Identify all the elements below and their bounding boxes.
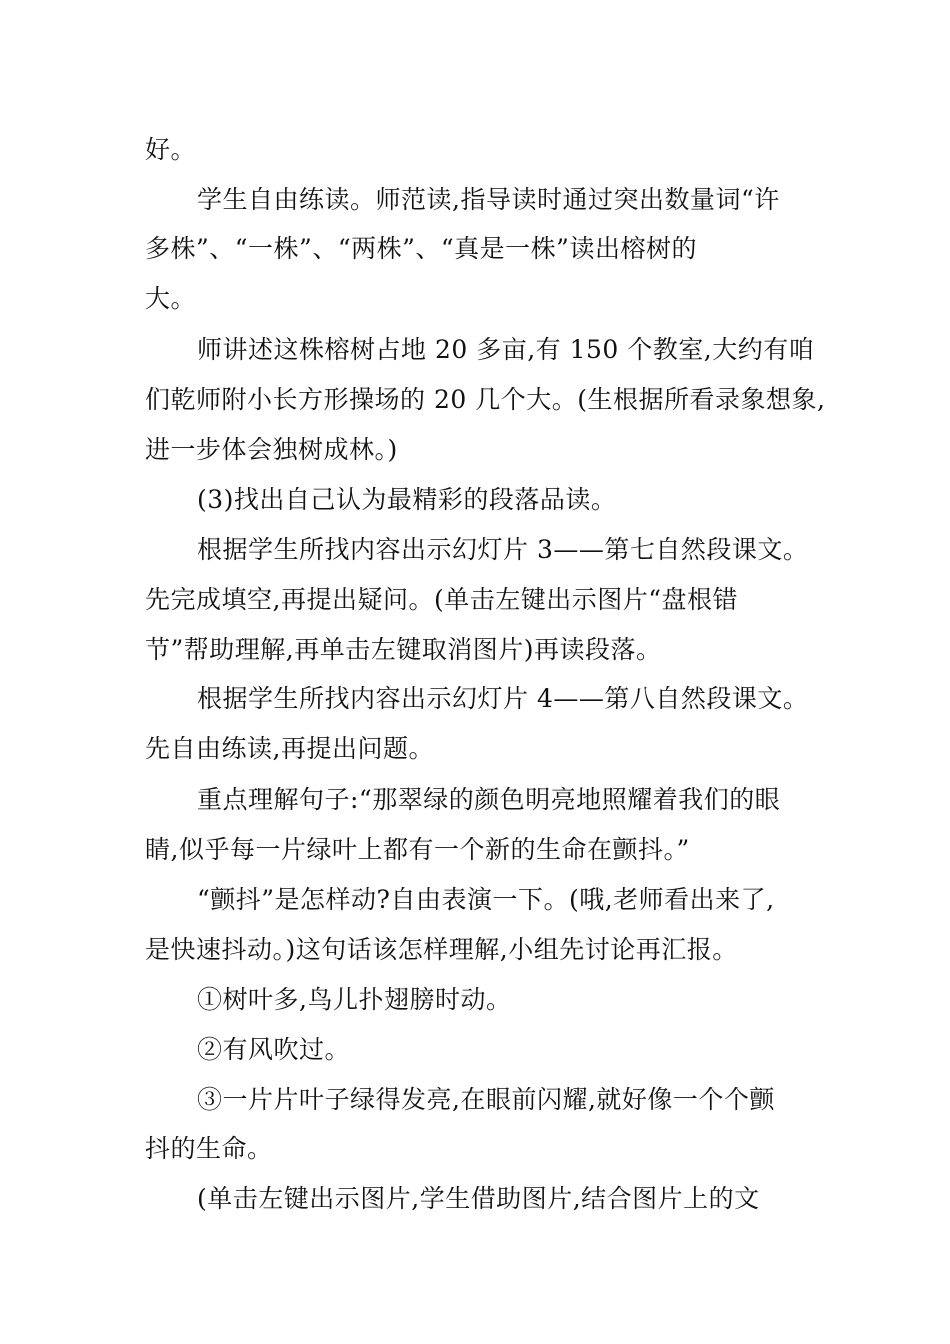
text-line: 先自由练读,再提出问题。 [145,734,434,763]
text-line: 进一步体会独树成林。) [145,435,398,464]
text-line: 好。 [145,135,197,164]
paragraph-line: “颤抖”是怎样动?自由表演一下。(哦,老师看出来了, [197,885,775,914]
text-line: 睛,似乎每一片绿叶上都有一个新的生命在颤抖。” [145,835,690,864]
text-line: 多株”、“一株”、“两株”、“真是一株”读出榕树的 [145,234,697,263]
text-line: 们乾师附小长方形操场的 20 几个大。(生根据所看录象想象, [145,385,826,414]
paragraph-line: (单击左键出示图片,学生借助图片,结合图片上的文 [197,1184,760,1213]
paragraph-line: ③一片片叶子绿得发亮,在眼前闪耀,就好像一个个颤 [197,1085,775,1114]
paragraph-line: (3)找出自己认为最精彩的段落品读。 [197,485,617,514]
paragraph-line: 重点理解句子:“那翠绿的颜色明亮地照耀着我们的眼 [197,785,781,814]
text-line: 节”帮助理解,再单击左键取消图片)再读段落。 [145,635,662,664]
paragraph-line: ①树叶多,鸟儿扑翅膀时动。 [197,985,512,1014]
text-line: 先完成填空,再提出疑问。(单击左键出示图片“盘根错 [145,585,738,614]
paragraph-line: 学生自由练读。师范读,指导读时通过突出数量词“许 [197,185,780,214]
text-line: 抖的生命。 [145,1134,273,1163]
paragraph-line: 根据学生所找内容出示幻灯片 3——第七自然段课文。 [197,535,809,564]
text-line: 是快速抖动。)这句话该怎样理解,小组先讨论再汇报。 [145,935,738,964]
paragraph-line: 师讲述这株榕树占地 20 多亩,有 150 个教室,大约有咱 [197,335,815,364]
paragraph-line: 根据学生所找内容出示幻灯片 4——第八自然段课文。 [197,684,809,713]
paragraph-line: ②有风吹过。 [197,1035,351,1064]
text-line: 大。 [145,284,197,313]
